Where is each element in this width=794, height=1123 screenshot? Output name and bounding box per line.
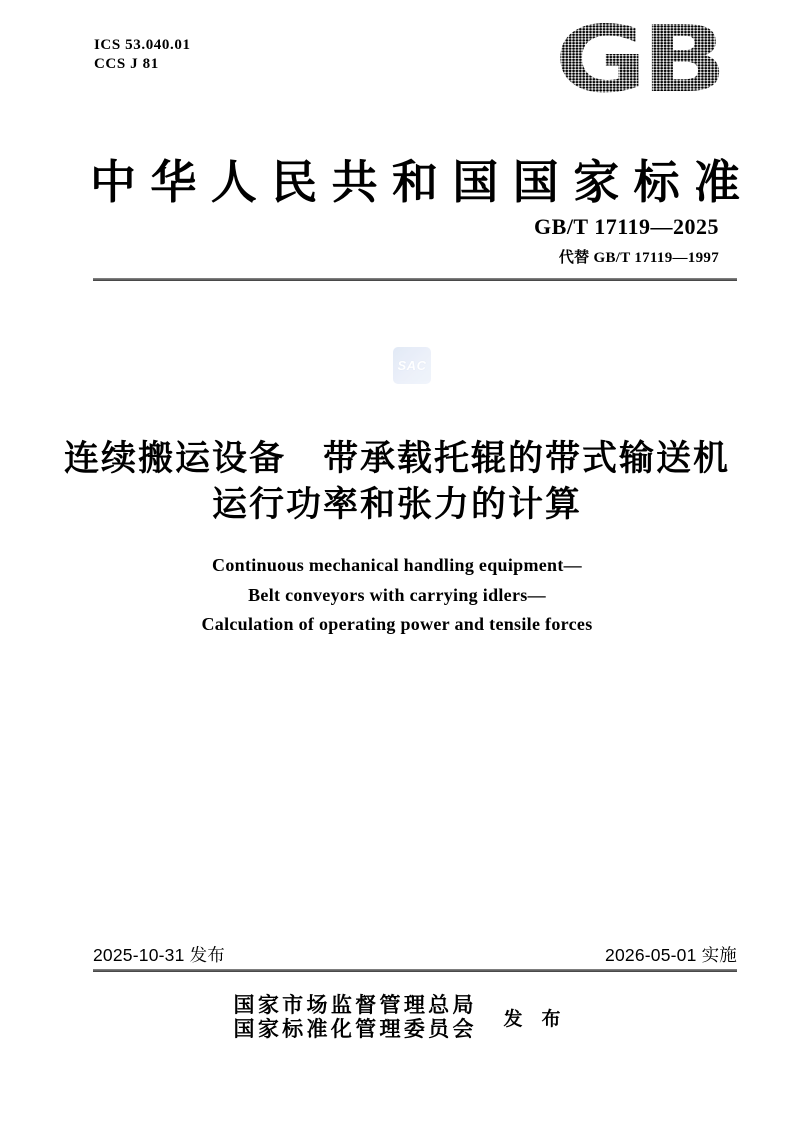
issue-date: 2025-10-31 发布: [93, 945, 225, 965]
sac-watermark-text: SAC: [397, 358, 427, 373]
ccs-code: CCS J 81: [94, 56, 159, 72]
gb-logo: [554, 6, 722, 126]
document-title-zh-line2: 运行功率和张力的计算: [211, 485, 582, 524]
publish-label: 发 布: [503, 1008, 561, 1030]
national-standard-heading: 中华人民共和国国家标准: [90, 157, 740, 208]
issuer-block: [0, 993, 794, 1041]
date-row: [93, 942, 737, 967]
document-title-en-line2: Belt conveyors with carrying idlers—: [248, 584, 546, 605]
ics-code: ICS 53.040.01: [94, 37, 191, 53]
issuer-names: [233, 993, 473, 1041]
implementation-date: 2026-05-01 实施: [605, 945, 737, 965]
document-title-zh-line1: 连续搬运设备 带承载托辊的带式输送机: [63, 439, 730, 478]
classification-codes: [94, 36, 191, 74]
document-title-en-line3: Calculation of operating power and tensile forces: [201, 614, 593, 634]
gb-logo-text: GB: [554, 6, 722, 114]
sac-watermark: [393, 347, 431, 384]
document-title-en-line1: Continuous mechanical handling equipment—: [212, 555, 582, 575]
issuer-name-2: 国家标准化管理委员会: [233, 1017, 474, 1041]
issuer-name-1: 国家市场监督管理总局: [233, 993, 474, 1017]
footer-divider-rule: [93, 969, 737, 972]
document-title-en: [0, 551, 794, 640]
replaced-standard-note: 代替 GB/T 17119—1997: [558, 250, 719, 266]
standard-number: GB/T 17119—2025: [534, 214, 719, 239]
header-divider-rule: [93, 278, 737, 281]
